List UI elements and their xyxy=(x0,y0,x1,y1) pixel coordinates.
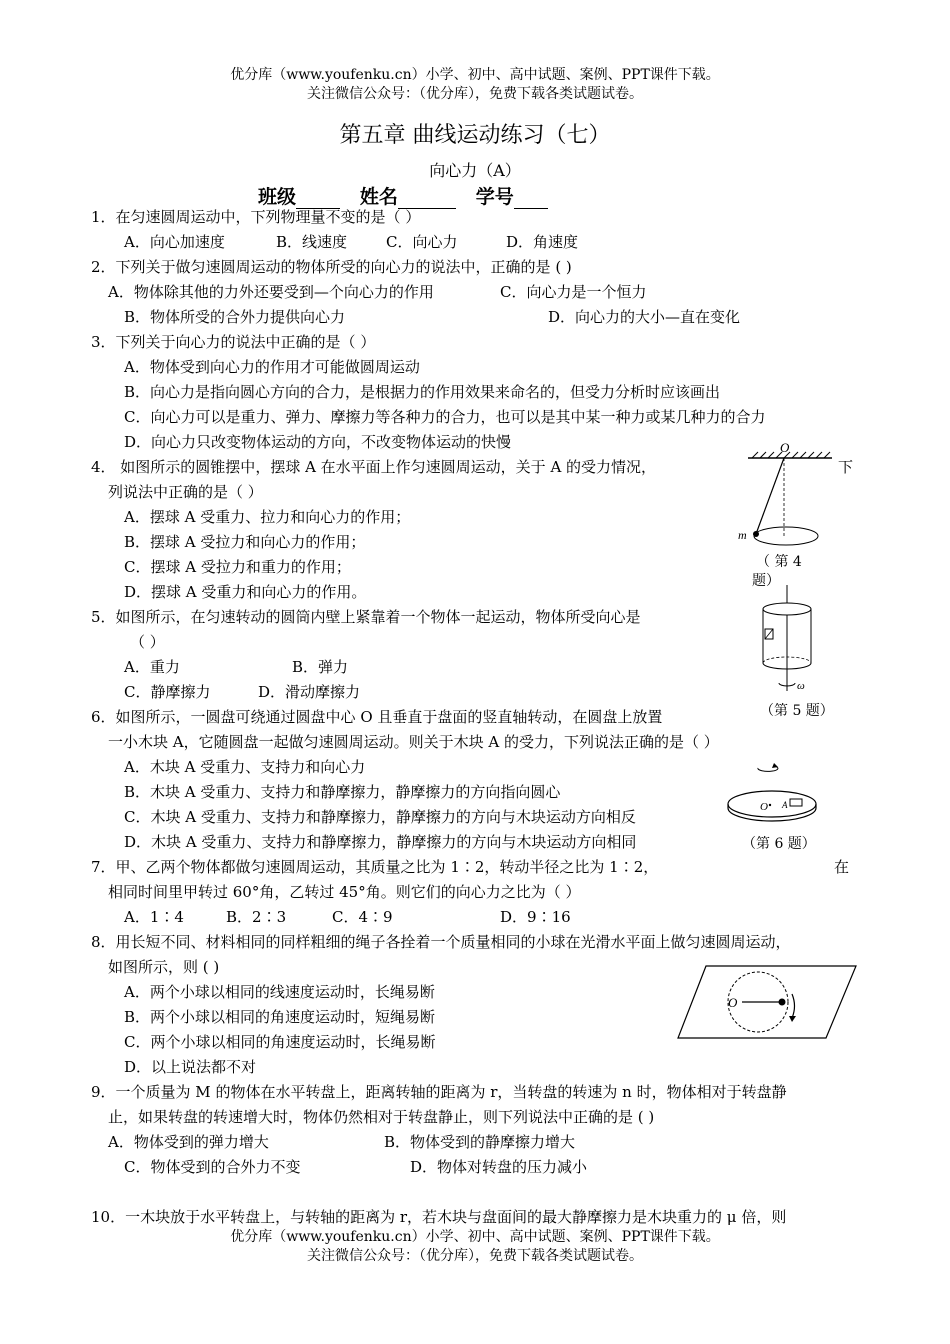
q6-stem: 6．如图所示，一圆盘可绕通过圆盘中心 O 且垂直于盘面的竖直轴转动，在圆盘上放置 xyxy=(91,708,663,726)
q6-stem-cont: 一小木块 A，它随圆盘一起做匀速圆周运动。则关于木块 A 的受力，下列说法正确的是（ ） xyxy=(108,733,719,751)
q2-option-a: A．物体除其他的力外还要受到—个向心力的作用 xyxy=(108,283,434,301)
q1-option-d: D．角速度 xyxy=(506,233,579,251)
q8-option-c: C．两个小球以相同的角速度运动时，长绳易断 xyxy=(124,1033,436,1051)
q8-option-a: A．两个小球以相同的线速度运动时，长绳易断 xyxy=(124,983,435,1001)
q8-figure-horizontal-plane xyxy=(676,964,858,1042)
q2-option-c: C．向心力是一个恒力 xyxy=(500,283,647,301)
q7-option-d: D．9∶16 xyxy=(500,908,571,926)
number-blank[interactable] xyxy=(514,188,548,209)
footer-line-2: 关注微信公众号：（优分库），免费下载各类试题试卷。 xyxy=(307,1248,643,1264)
q6-option-a: A．木块 A 受重力、支持力和向心力 xyxy=(124,758,366,776)
q5-option-a: A．重力 xyxy=(124,658,180,676)
number-label: 学号 xyxy=(475,186,514,208)
ceiling-hatch xyxy=(752,452,830,458)
class-label: 班级 xyxy=(258,186,297,208)
q4-option-b: B．摆球 A 受拉力和向心力的作用； xyxy=(124,533,366,551)
q4-option-d: D．摆球 A 受重力和向心力的作用。 xyxy=(124,583,367,601)
q4-point-label: O xyxy=(780,440,790,455)
q8-stem: 8．用长短不同、材料相同的同样粗细的绳子各拴着一个质量相同的小球在光滑水平面上做匀速圆周运动， xyxy=(91,933,791,951)
q3-option-a: A．物体受到向心力的作用才可能做圆周运动 xyxy=(124,358,420,376)
page-title: 第五章 曲线运动练习（七） xyxy=(339,123,611,148)
q4-option-c: C．摆球 A 受拉力和重力的作用； xyxy=(124,558,351,576)
footer-line-1: 优分库（www.youfenku.cn）小学、初中、高中试题、案例、PPT课件下载。 xyxy=(230,1229,720,1245)
q2-option-b: B．物体所受的合外力提供向心力 xyxy=(124,308,346,326)
q4-caption-b: 题） xyxy=(752,573,780,589)
header-line-2: 关注微信公众号：（优分库），免费下载各类试题试卷。 xyxy=(307,86,643,102)
q9-stem-cont: 止，如果转盘的转速增大时，物体仍然相对于转盘静止，则下列说法中正确的是 ( ) xyxy=(108,1108,655,1126)
q9-option-b: B．物体受到的静摩擦力增大 xyxy=(384,1133,576,1151)
q6-option-b: B．木块 A 受重力、支持力和静摩擦力，静摩擦力的方向指向圆心 xyxy=(124,783,561,801)
header-line-1: 优分库（www.youfenku.cn）小学、初中、高中试题、案例、PPT课件下载。 xyxy=(230,67,720,83)
q3-option-d: D．向心力只改变物体运动的方向，不改变物体运动的快慢 xyxy=(124,433,512,451)
q7-stem: 7．甲、乙两个物体都做匀速圆周运动，其质量之比为 1∶2，转动半径之比为 1∶2， xyxy=(91,858,659,876)
q9-stem: 9．一个质量为 M 的物体在水平转盘上，距离转轴的距离为 r，当转盘的转速为 n 时，物体相对于转盘静 xyxy=(91,1083,787,1101)
q8-stem-cont: 如图所示，则 ( ) xyxy=(108,958,220,976)
class-blank[interactable] xyxy=(296,188,340,209)
q1-option-c: C．向心力 xyxy=(386,233,458,251)
q7-stem-cont: 相同时间里甲转过 60°角，乙转过 45°角。则它们的向心力之比为（ ） xyxy=(108,883,581,901)
q9-option-d: D．物体对转盘的压力减小 xyxy=(410,1158,588,1176)
q6-option-c: C．木块 A 受重力、支持力和静摩擦力，静摩擦力的方向与木块运动方向相反 xyxy=(124,808,636,826)
q6-caption: （第 6 题） xyxy=(742,836,816,852)
q1-option-a: A．向心加速度 xyxy=(124,233,225,251)
q7-option-c: C．4∶9 xyxy=(332,908,393,926)
q7-option-b: B．2∶3 xyxy=(226,908,287,926)
q5-caption: （第 5 题） xyxy=(760,703,834,719)
q6-center-label: O xyxy=(760,801,768,813)
disc-top xyxy=(728,791,816,817)
q4-stem: 4． 如图所示的圆锥摆中，摆球 A 在水平面上作匀速圆周运动，关于 A 的受力情况， xyxy=(91,458,657,476)
q2-stem: 2．下列关于做匀速圆周运动的物体所受的向心力的说法中，正确的是 ( ) xyxy=(91,258,572,276)
q5-option-d: D．滑动摩擦力 xyxy=(258,683,361,701)
q1-stem: 1．在匀速圆周运动中，下列物理量不变的是（ ） xyxy=(91,208,421,226)
q5-stem: 5．如图所示，在匀速转动的圆筒内壁上紧靠着一个物体一起运动，物体所受向心是 xyxy=(91,608,641,626)
q4-caption-a: （ 第 4 xyxy=(756,554,802,570)
q4-stem-cont: 列说法中正确的是（ ） xyxy=(108,483,263,501)
q10-stem: 10．一木块放于水平转盘上，与转轴的距离为 r，若木块与盘面间的最大静摩擦力是木块重力的 μ 倍，则 xyxy=(91,1208,787,1226)
wood-block xyxy=(790,799,802,806)
q9-option-c: C．物体受到的合外力不变 xyxy=(124,1158,301,1176)
q8-option-b: B．两个小球以相同的角速度运动时，短绳易断 xyxy=(124,1008,436,1026)
q1-option-b: B．线速度 xyxy=(276,233,348,251)
q5-figure-rotating-cylinder xyxy=(755,585,825,695)
circular-path xyxy=(754,527,818,545)
page-subtitle: 向心力（A） xyxy=(429,161,521,180)
name-label: 姓名 xyxy=(359,186,398,208)
small-ball xyxy=(779,999,786,1006)
q4-figure-conical-pendulum xyxy=(740,440,840,550)
q3-stem: 3．下列关于向心力的说法中正确的是（ ） xyxy=(91,333,376,351)
student-info xyxy=(258,182,548,209)
q5-option-b: B．弹力 xyxy=(292,658,349,676)
q5-stem-cont: （ ） xyxy=(130,633,165,651)
name-blank[interactable] xyxy=(398,188,456,209)
q6-block-label: A xyxy=(782,800,788,810)
q6-figure-rotating-disc xyxy=(722,758,822,826)
q8-center-label: O xyxy=(728,995,738,1010)
q7-stem-tail: 在 xyxy=(834,858,850,876)
q6-option-d: D．木块 A 受重力、支持力和静摩擦力，静摩擦力的方向与木块运动方向相同 xyxy=(124,833,637,851)
q7-option-a: A．1∶4 xyxy=(124,908,184,926)
q4-stem-tail: 下 xyxy=(838,458,854,476)
q8-option-d: D．以上说法都不对 xyxy=(124,1058,257,1076)
q5-option-c: C．静摩擦力 xyxy=(124,683,211,701)
q4-option-a: A．摆球 A 受重力、拉力和向心力的作用； xyxy=(124,508,411,526)
cylinder-top xyxy=(763,603,811,615)
q3-option-c: C．向心力可以是重力、弹力、摩擦力等各种力的合力，也可以是其中某一种力或某几种力的合力 xyxy=(124,408,766,426)
q2-option-d: D．向心力的大小—直在变化 xyxy=(548,308,741,326)
pendulum-string xyxy=(756,458,784,534)
disc-center-dot xyxy=(769,804,771,806)
q9-option-a: A．物体受到的弹力增大 xyxy=(108,1133,269,1151)
q4-ball-label: m xyxy=(738,528,747,542)
q3-option-b: B．向心力是指向圆心方向的合力，是根据力的作用效果来命名的，但受力分析时应该画出 xyxy=(124,383,721,401)
pendulum-ball xyxy=(753,531,759,537)
omega-label: ω xyxy=(797,680,805,692)
